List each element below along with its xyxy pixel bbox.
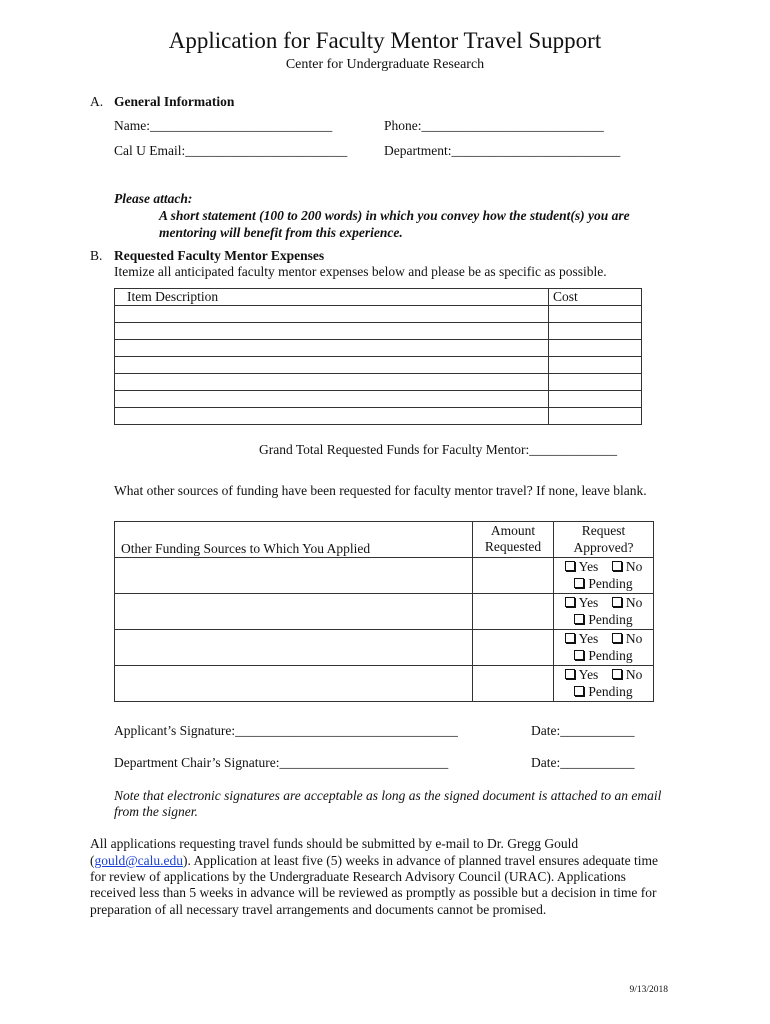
cost-cell[interactable] [549, 408, 642, 425]
funding-header-row [115, 522, 654, 558]
checkbox-icon[interactable] [574, 686, 584, 696]
table-row [115, 306, 642, 323]
table-row [115, 391, 642, 408]
chair-date-field[interactable]: Date:___________ [531, 755, 635, 770]
col-item-description: Item Description [115, 289, 549, 306]
pending-option[interactable]: Pending [574, 648, 632, 665]
checkbox-icon[interactable] [574, 614, 584, 624]
no-option[interactable]: No [612, 559, 643, 576]
submission-line-1: All applications requesting travel funds should be submitted by e-mail to Dr. Gregg Gould [90, 836, 579, 851]
attach-heading: Please attach: [114, 191, 193, 206]
amount-cell[interactable] [473, 558, 554, 594]
chair-signature-field[interactable]: Department Chair’s Signature:_________________________ [114, 755, 449, 770]
table-row [115, 340, 642, 357]
submission-line-4: received less than 5 weeks in advance will be reviewed as promptly as possible but a decision in time for [90, 885, 657, 900]
expenses-table [114, 288, 642, 425]
table-row [115, 323, 642, 340]
funding-source-cell[interactable] [115, 594, 473, 630]
signature-note-line-1: Note that electronic signatures are acceptable as long as the signed document is attached to an email [114, 788, 662, 803]
section-a-title: General Information [114, 94, 235, 109]
signature-note-line-2: from the signer. [114, 804, 198, 819]
col-funding-source: Other Funding Sources to Which You Applied [115, 522, 473, 558]
table-row [115, 374, 642, 391]
checkbox-icon[interactable] [574, 578, 584, 588]
amount-cell[interactable] [473, 594, 554, 630]
item-cell[interactable] [115, 357, 549, 374]
funding-source-cell[interactable] [115, 666, 473, 702]
pending-option[interactable]: Pending [574, 612, 632, 629]
checkbox-icon[interactable] [565, 597, 575, 607]
section-b-letter: B. [90, 248, 103, 263]
funding-row [115, 594, 654, 630]
approval-cell [554, 630, 654, 666]
funding-row [115, 666, 654, 702]
col-approved-line-2: Approved? [573, 539, 634, 555]
col-cost: Cost [549, 289, 642, 306]
attach-line-1: A short statement (100 to 200 words) in which you convey how the student(s) you are [159, 208, 630, 223]
pending-option[interactable]: Pending [574, 576, 632, 593]
funding-row [115, 558, 654, 594]
funding-row [115, 630, 654, 666]
page-title: Application for Faculty Mentor Travel Support [168, 28, 602, 53]
applicant-date-field[interactable]: Date:___________ [531, 723, 635, 738]
email-field[interactable]: Cal U Email:________________________ [114, 143, 348, 158]
cost-cell[interactable] [549, 374, 642, 391]
yes-option[interactable]: Yes [565, 667, 599, 684]
no-option[interactable]: No [612, 667, 643, 684]
checkbox-icon[interactable] [565, 561, 575, 571]
name-field[interactable]: Name:___________________________ [114, 118, 333, 133]
cost-cell[interactable] [549, 323, 642, 340]
section-a-heading [90, 94, 234, 110]
cost-cell[interactable] [549, 340, 642, 357]
grand-total-field[interactable]: Grand Total Requested Funds for Faculty Mentor:_____________ [259, 442, 618, 457]
table-header-row [115, 289, 642, 306]
item-cell[interactable] [115, 306, 549, 323]
submission-line-3: for review of applications by the Undergraduate Research Advisory Council (URAC). Applications [90, 869, 626, 884]
amount-cell[interactable] [473, 666, 554, 702]
page-subtitle: Center for Undergraduate Research [285, 57, 485, 72]
phone-field[interactable]: Phone:___________________________ [384, 118, 604, 133]
footer-date: 9/13/2018 [629, 985, 668, 995]
section-b-title: Requested Faculty Mentor Expenses [114, 248, 325, 263]
funding-table [114, 521, 654, 702]
item-cell[interactable] [115, 374, 549, 391]
submission-line-2: (gould@calu.edu). Application at least five (5) weeks in advance of planned travel ensures adequate time [90, 853, 658, 868]
approval-cell [554, 558, 654, 594]
section-b-heading [90, 248, 324, 264]
funding-question: What other sources of funding have been requested for faculty mentor travel? If none, leave blank. [114, 483, 647, 498]
email-link[interactable]: gould@calu.edu [94, 853, 184, 868]
yes-option[interactable]: Yes [565, 595, 599, 612]
funding-source-cell[interactable] [115, 630, 473, 666]
col-amount-requested [473, 522, 554, 558]
checkbox-icon[interactable] [612, 669, 622, 679]
cost-cell[interactable] [549, 306, 642, 323]
no-option[interactable]: No [612, 595, 643, 612]
checkbox-icon[interactable] [612, 561, 622, 571]
yes-option[interactable]: Yes [565, 559, 599, 576]
checkbox-icon[interactable] [565, 669, 575, 679]
cost-cell[interactable] [549, 357, 642, 374]
yes-option[interactable]: Yes [565, 631, 599, 648]
checkbox-icon[interactable] [574, 650, 584, 660]
col-amount-line-1: Amount [490, 523, 536, 538]
col-approved-line-1: Request [581, 523, 626, 538]
col-amount-line-2: Requested [484, 539, 542, 554]
approval-cell [554, 666, 654, 702]
pending-option[interactable]: Pending [574, 684, 632, 701]
checkbox-icon[interactable] [612, 597, 622, 607]
cost-cell[interactable] [549, 391, 642, 408]
item-cell[interactable] [115, 391, 549, 408]
applicant-signature-field[interactable]: Applicant’s Signature:_________________________________ [114, 723, 458, 738]
checkbox-icon[interactable] [612, 633, 622, 643]
no-option[interactable]: No [612, 631, 643, 648]
checkbox-icon[interactable] [565, 633, 575, 643]
approval-cell [554, 594, 654, 630]
item-cell[interactable] [115, 323, 549, 340]
section-b-instructions: Itemize all anticipated faculty mentor expenses below and please be as specific as possible. [114, 264, 607, 279]
section-a-letter: A. [90, 94, 104, 109]
department-field[interactable]: Department:_________________________ [384, 143, 621, 158]
amount-cell[interactable] [473, 630, 554, 666]
funding-source-cell[interactable] [115, 558, 473, 594]
attach-line-2: mentoring will benefit from this experience. [159, 225, 403, 240]
col-request-approved [554, 522, 654, 558]
item-cell[interactable] [115, 340, 549, 357]
item-cell[interactable] [115, 408, 549, 425]
table-row [115, 408, 642, 425]
submission-line-5: preparation of all necessary travel arrangements and documents cannot be promised. [90, 902, 547, 917]
table-row [115, 357, 642, 374]
